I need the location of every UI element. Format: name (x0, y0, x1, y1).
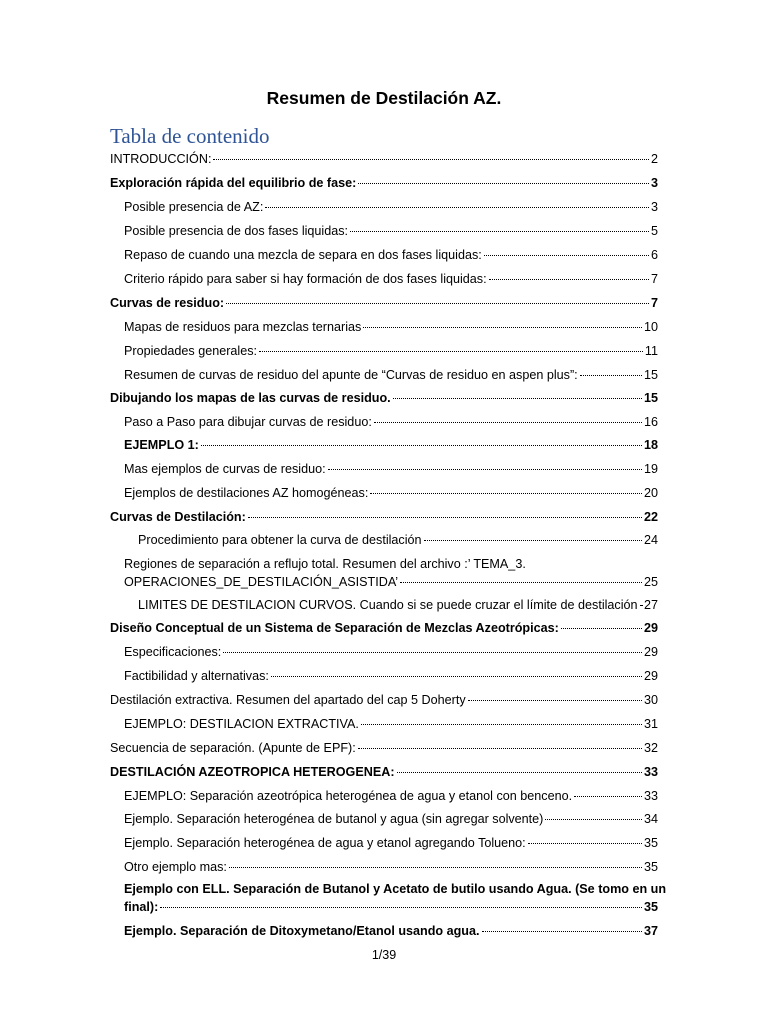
toc-entry[interactable] (110, 619, 658, 637)
toc-entry-label: Ejemplo. Separación heterogénea de agua y etanol agregando Tolueno: (124, 836, 526, 850)
toc-entry-page: 10 (643, 320, 658, 334)
toc-entry[interactable] (138, 596, 658, 614)
toc-entry-label: Regiones de separación a reflujo total. Resumen del archivo :’ TEMA_3. (124, 557, 526, 571)
toc-entry-page: 29 (643, 621, 658, 635)
dot-leader (545, 819, 642, 820)
toc-entry-page: 18 (643, 438, 658, 452)
toc-entry[interactable] (110, 691, 658, 709)
toc-entry-label: Secuencia de separación. (Apunte de EPF): (110, 741, 356, 755)
toc-entry-page: 35 (643, 900, 658, 914)
dot-leader (271, 676, 642, 677)
toc-entry[interactable] (124, 198, 658, 216)
toc-entry-page: 33 (643, 765, 658, 779)
toc-entry[interactable] (124, 880, 667, 916)
toc-entry-label: Ejemplo con ELL. Separación de Butanol y Acetato de butilo usando Agua. (Se tomo en un (124, 882, 667, 896)
dot-leader (574, 796, 642, 797)
toc-entry[interactable] (124, 366, 658, 384)
toc-entry-label: Ejemplos de destilaciones AZ homogéneas: (124, 486, 369, 500)
toc-entry-label: Repaso de cuando una mezcla de separa en dos fases liquidas: (124, 248, 482, 262)
dot-leader (223, 652, 642, 653)
dot-leader (370, 493, 642, 494)
toc-entry-page: 20 (643, 486, 658, 500)
toc-entry-label: Otro ejemplo mas: (124, 860, 227, 874)
toc-entry-page: 7 (650, 272, 658, 286)
toc-entry-page: 19 (643, 462, 658, 476)
dot-leader (201, 445, 642, 446)
toc-entry-page: 7 (650, 296, 658, 310)
toc-entry-label: Curvas de Destilación: (110, 510, 246, 524)
toc-entry-label: Mas ejemplos de curvas de residuo: (124, 462, 326, 476)
dot-leader (328, 469, 642, 470)
toc-entry-page: 16 (643, 415, 658, 429)
dot-leader (265, 207, 649, 208)
dot-leader (424, 540, 642, 541)
toc-entry-page: 6 (650, 248, 658, 262)
dot-leader (640, 605, 642, 606)
toc-heading: Tabla de contenido (110, 124, 270, 148)
toc-entry-label: Destilación extractiva. Resumen del apartado del cap 5 Doherty (110, 693, 466, 707)
toc-entry[interactable] (138, 531, 658, 549)
toc-entry-label-continued: final): (124, 900, 159, 914)
toc-entry-page: 15 (643, 391, 658, 405)
toc-entry-page: 11 (644, 344, 658, 358)
dot-leader (397, 772, 642, 773)
toc-entry[interactable] (110, 294, 658, 312)
toc-entry-label: Ejemplo. Separación heterogénea de butanol y agua (sin agregar solvente) (124, 812, 544, 826)
toc-entry-label: EJEMPLO: Separación azeotrópica heterogénea de agua y etanol con benceno. (124, 789, 573, 803)
toc-entry[interactable] (110, 174, 658, 192)
toc-entry-label: INTRODUCCIÓN: (110, 152, 212, 166)
toc-entry[interactable] (124, 436, 658, 454)
dot-leader (489, 279, 649, 280)
dot-leader (226, 303, 649, 304)
toc-entry[interactable] (124, 222, 658, 240)
toc-entry-label: DESTILACIÓN AZEOTROPICA HETEROGENEA: (110, 765, 395, 779)
toc-entry[interactable] (124, 858, 658, 876)
dot-leader (160, 907, 642, 908)
toc-entry-page: 2 (650, 152, 658, 166)
toc-entry-page: 30 (643, 693, 658, 707)
toc-entry-label: Mapas de residuos para mezclas ternarias (124, 320, 362, 334)
toc-entry[interactable] (124, 246, 658, 264)
dot-leader (393, 398, 642, 399)
toc-entry[interactable] (124, 643, 658, 661)
toc-entry-page: 3 (650, 200, 658, 214)
toc-entry-label: Curvas de residuo: (110, 296, 225, 310)
toc-entry[interactable] (124, 922, 658, 940)
dot-leader (363, 327, 642, 328)
toc-entry-label: Resumen de curvas de residuo del apunte de “Curvas de residuo en aspen plus”: (124, 368, 578, 382)
toc-entry-page: 22 (643, 510, 658, 524)
toc-entry[interactable] (124, 318, 658, 336)
dot-leader (528, 843, 642, 844)
dot-leader (229, 867, 642, 868)
page-number-footer: 1/39 (371, 948, 397, 962)
toc-entry-label: Posible presencia de AZ: (124, 200, 264, 214)
toc-entry[interactable] (124, 413, 658, 431)
toc-entry-page: 37 (643, 924, 658, 938)
toc-entry-label: Propiedades generales: (124, 344, 258, 358)
toc-entry[interactable] (124, 342, 658, 360)
toc-entry[interactable] (124, 834, 658, 852)
toc-entry-label: Factibilidad y alternativas: (124, 669, 269, 683)
toc-entry-page: 29 (643, 669, 658, 683)
toc-entry[interactable] (110, 150, 658, 168)
document-title: Resumen de Destilación AZ. (266, 88, 502, 108)
toc-entry-label: Diseño Conceptual de un Sistema de Separación de Mezclas Azeotrópicas: (110, 621, 559, 635)
dot-leader (358, 748, 642, 749)
toc-entry-label: Paso a Paso para dibujar curvas de residuo: (124, 415, 372, 429)
toc-entry[interactable] (110, 389, 658, 407)
toc-entry-page: 25 (643, 575, 658, 589)
toc-entry-page: 27 (643, 598, 658, 612)
toc-entry-page: 15 (643, 368, 658, 382)
toc-entry[interactable] (124, 715, 658, 733)
dot-leader (561, 628, 642, 629)
toc-entry[interactable] (124, 484, 658, 502)
toc-entry[interactable] (124, 555, 658, 591)
toc-entry-page: 35 (643, 836, 658, 850)
toc-entry-label: Especificaciones: (124, 645, 222, 659)
toc-entry-label: Criterio rápido para saber si hay formación de dos fases liquidas: (124, 272, 487, 286)
toc-entry-page: 34 (643, 812, 658, 826)
toc-entry-page: 5 (650, 224, 658, 238)
toc-entry-page: 32 (643, 741, 658, 755)
dot-leader (374, 422, 642, 423)
dot-leader (259, 351, 643, 352)
dot-leader (213, 159, 649, 160)
toc-entry[interactable] (110, 739, 658, 757)
toc-entry[interactable] (124, 667, 658, 685)
toc-entry[interactable] (124, 270, 658, 288)
toc-entry-label: Exploración rápida del equilibrio de fase: (110, 176, 357, 190)
toc-entry-page: 29 (643, 645, 658, 659)
dot-leader (361, 724, 642, 725)
toc-entry[interactable] (124, 787, 658, 805)
dot-leader (468, 700, 642, 701)
toc-entry-label: Posible presencia de dos fases liquidas: (124, 224, 349, 238)
toc-entry[interactable] (124, 460, 658, 478)
toc-entry-page: 35 (643, 860, 658, 874)
toc-entry-page: 31 (643, 717, 658, 731)
toc-entry-page: 3 (650, 176, 658, 190)
toc-entry[interactable] (110, 508, 658, 526)
dot-leader (482, 931, 642, 932)
dot-leader (358, 183, 649, 184)
toc-entry[interactable] (124, 810, 658, 828)
dot-leader (580, 375, 642, 376)
toc-entry-label: Dibujando los mapas de las curvas de residuo. (110, 391, 391, 405)
dot-leader (400, 582, 642, 583)
toc-entry-page: 33 (643, 789, 658, 803)
toc-entry-label: Ejemplo. Separación de Ditoxymetano/Etanol usando agua. (124, 924, 480, 938)
toc-entry-label: Procedimiento para obtener la curva de destilación (138, 533, 422, 547)
toc-entry-page: 24 (643, 533, 658, 547)
toc-entry-label: EJEMPLO: DESTILACION EXTRACTIVA. (124, 717, 359, 731)
dot-leader (248, 517, 642, 518)
toc-entry-label: LIMITES DE DESTILACION CURVOS. Cuando si se puede cruzar el límite de destilación (138, 598, 638, 612)
dot-leader (484, 255, 649, 256)
toc-entry[interactable] (110, 763, 658, 781)
toc-entry-label: EJEMPLO 1: (124, 438, 199, 452)
toc-entry-label-continued: OPERACIONES_DE_DESTILACIÓN_ASISTIDA’ (124, 575, 399, 589)
dot-leader (350, 231, 649, 232)
